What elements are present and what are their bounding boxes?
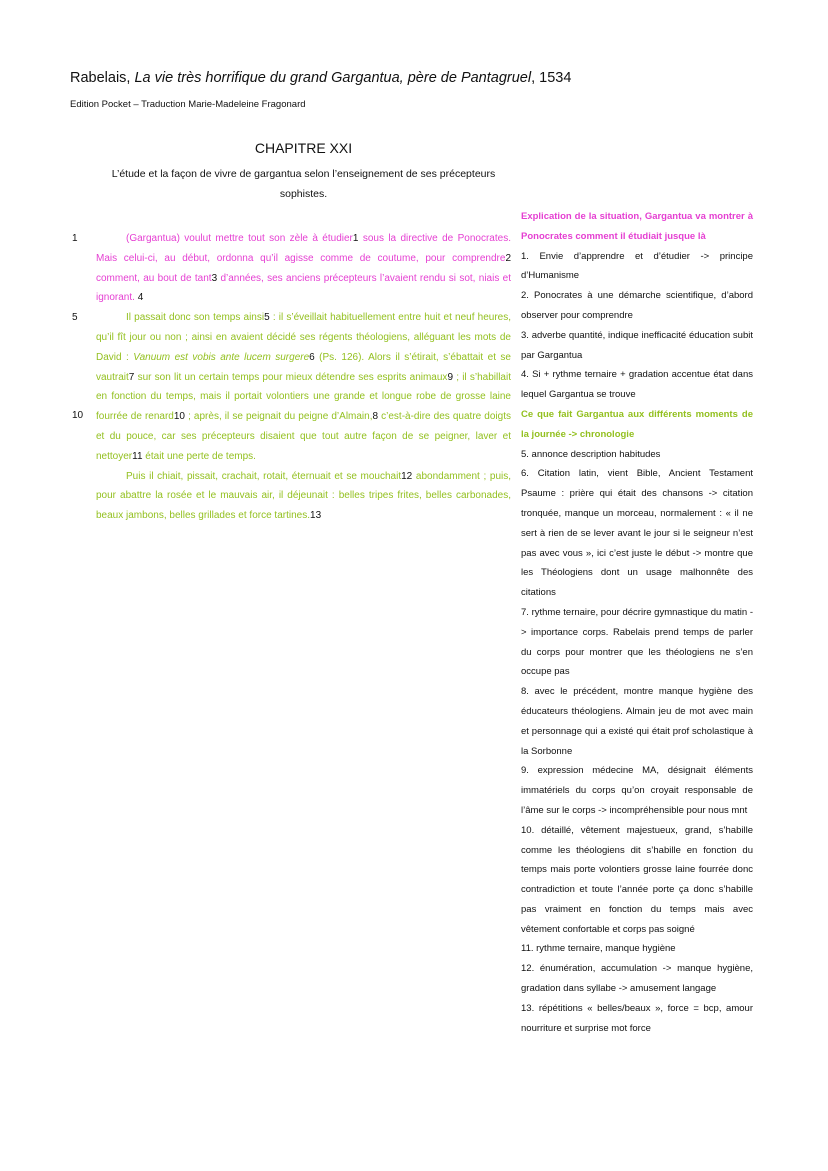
- note-ref-5: 5: [264, 312, 270, 324]
- text-segment: sur son lit un certain temps pour mieux détendre ses esprits animaux: [134, 371, 448, 383]
- line-number-10: 10: [72, 410, 84, 421]
- chapter-subtitle: L’étude et la façon de vivre de gargantua selon l’enseignement de ses précepteurs sophistes.: [111, 168, 496, 200]
- main-text: [96, 229, 511, 526]
- note-item: 7. rythme ternaire, pour décrire gymnastique du matin -> importance corps. Rabelais prend temps de parler du corps pour montrer que les théologiens ne s’en occupe pas: [521, 606, 753, 678]
- chapter-heading: CHAPITRE XXI: [254, 140, 353, 156]
- note-item: 4. Si + rythme ternaire + gradation accentue état dans lequel Gargantua se trouve: [521, 369, 753, 401]
- latin-quote: Vanuum est vobis ante lucem surgere: [133, 351, 310, 363]
- note-ref-6: 6: [309, 351, 315, 363]
- note-item: 11. rythme ternaire, manque hygiène: [521, 943, 676, 955]
- text-segment: Il passait donc son temps ainsi: [126, 312, 265, 324]
- work-title: La vie très horrifique du grand Gargantua, père de Pantagruel: [134, 70, 532, 86]
- note-ref-4: 4: [134, 292, 144, 304]
- note-item: 6. Citation latin, vient Bible, Ancient Testament Psaume : prière qui était des chansons -> citation tronquée, manque un morceau, normalement : « il ne sert à rien de se lever avant le jour si le seigneur n’est pas avec vous », ici c’est juste le début -> montre que les Théologiens dont un usage malhonnête des citations: [521, 468, 753, 599]
- line-number-5: 5: [72, 312, 78, 323]
- document-title: [70, 70, 571, 86]
- publication-year: , 1534: [531, 70, 572, 86]
- text-segment: (Gargantua) voulut mettre tout son zèle à étudier: [126, 233, 353, 244]
- note-item: 5. annonce description habitudes: [521, 448, 661, 460]
- paragraph-2: [96, 308, 511, 466]
- text-segment: ; après, il se peignait du peigne d’Almain,: [185, 411, 373, 423]
- text-segment: sous la directive de Ponocrates. Mais celui-ci, au début, ordonna qu’il agisse comme de coutume, pour comprendre: [96, 233, 511, 264]
- text-segment: Puis il chiait, pissait, crachait, rotait, éternuait et se mouchait: [126, 470, 402, 482]
- note-ref-8: 8: [372, 411, 379, 423]
- text-segment: comment, au bout de tant: [96, 272, 212, 284]
- note-item: 3. adverbe quantité, indique inefficacité éducation subit par Gargantua: [521, 329, 753, 361]
- text-segment: était une perte de temps.: [142, 450, 256, 462]
- text-segment: d’années, ses anciens précepteurs l’avaient rendu si sot, niais et ignorant.: [96, 272, 511, 304]
- note-ref-10: 10: [173, 411, 185, 423]
- author-name: Rabelais,: [70, 70, 135, 86]
- edition-line: Edition Pocket – Traduction Marie-Madeleine Fragonard: [70, 99, 306, 110]
- note-ref-11: 11: [132, 450, 143, 462]
- note-item: 1. Envie d’apprendre et d’étudier -> principe d’Humanisme: [521, 250, 753, 282]
- note-ref-7: 7: [128, 371, 135, 383]
- note-item: 9. expression médecine MA, désignait éléments immatériels du corps qu’on croyait responsable de l’âme sur le corps -> incompréhensible pour nous mnt: [521, 765, 753, 816]
- line-number-1: 1: [72, 233, 78, 244]
- note-ref-3: 3: [211, 272, 218, 284]
- note-item: 12. énumération, accumulation -> manque hygiène, gradation dans syllabe -> amusement langage: [521, 963, 753, 995]
- note-item: 8. avec le précédent, montre manque hygiène des éducateurs théologiens. Almain jeu de mot avec main et personnage qui a existé qui était prof scholastique à la Sorbonne: [521, 686, 753, 757]
- notes-heading-chronologie: Ce que fait Gargantua aux différents moments de la journée -> chronologie: [521, 408, 753, 440]
- text-segment: : il s’éveillait habituellement entre huit et neuf heures, qu’il fît jour ou non ; ainsi en avaient décidé ses régents théologiens, alléguant les mots de David :: [96, 312, 511, 363]
- note-item: 10. détaillé, vêtement majestueux, grand, s’habille comme les théologiens dit s’habille en fonction du temps mais porte volontiers grosse laine fourrée donc contradiction et toute l’année porte ça donc s’habille pas vraiment en fonction du temps mais avec vêtement confortable et corps pas soigné: [521, 824, 753, 935]
- note-ref-1: 1: [352, 233, 359, 244]
- notes-heading-situation: Explication de la situation, Gargantua va montrer à Ponocrates comment il étudiait jusque là: [521, 211, 753, 242]
- note-item: 13. répétitions « belles/beaux », force = bcp, amour nourriture et surprise mot force: [521, 1002, 753, 1034]
- text-segment: ; il s’habillait en fonction du temps, mais il portait volontiers une grande et longue robe de grosse laine fourrée de renard: [96, 371, 511, 423]
- paragraph-1: [96, 229, 511, 308]
- note-ref-9: 9: [447, 371, 453, 383]
- note-ref-2: 2: [505, 252, 511, 264]
- note-ref-13: 13: [310, 510, 322, 522]
- text-segment: abondamment ; puis, pour abattre la rosée et le mauvais air, il déjeunait : belles tripes frites, belles carbonades, beaux jambons, belles grillades et force tartines.: [96, 470, 512, 522]
- text-segment: (Ps. 126). Alors il s’étirait, s’ébattait et se vautrait: [96, 351, 511, 383]
- notes-column: [521, 207, 753, 1038]
- text-segment: c’est-à-dire des quatre doigts et du pouce, car ses précepteurs disaient que tout autre façon de se peigner, laver et nettoyer: [96, 411, 511, 462]
- paragraph-3: [96, 467, 511, 526]
- note-ref-12: 12: [401, 470, 413, 482]
- note-item: 2. Ponocrates à une démarche scientifique, d’abord observer pour comprendre: [521, 290, 753, 321]
